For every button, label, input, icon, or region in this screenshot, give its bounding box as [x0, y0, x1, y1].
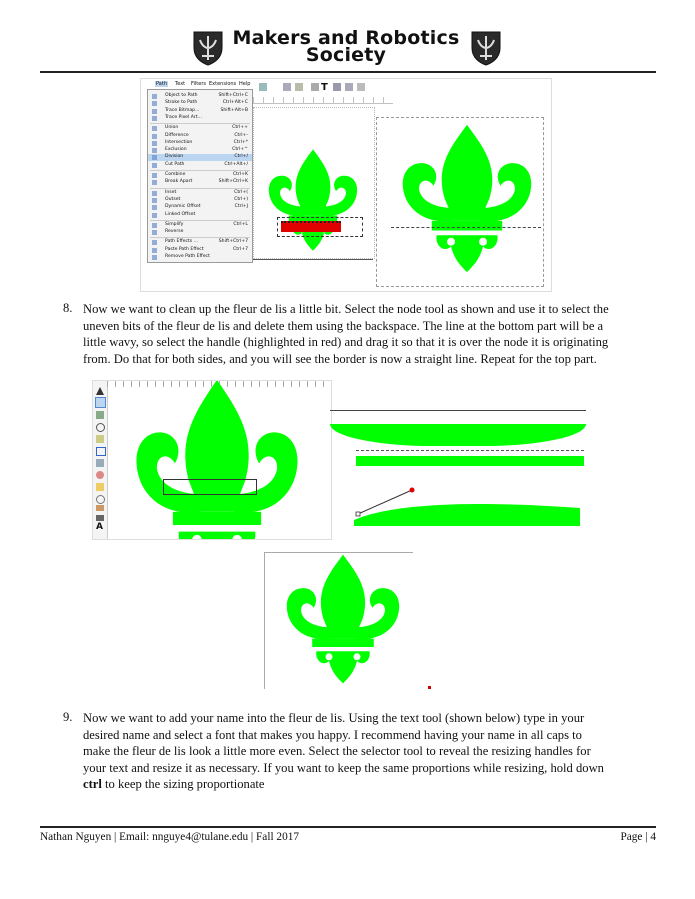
menu-item[interactable]	[148, 179, 252, 186]
menu-item-label: Dynamic Offset	[165, 204, 201, 210]
header-rule	[40, 71, 656, 73]
menu-item[interactable]	[148, 204, 252, 211]
ctrl-keyword: ctrl	[83, 777, 102, 792]
menu-item-label: Reverse	[165, 229, 184, 235]
menu-item-icon	[152, 101, 157, 106]
menu-item-shortcut: Ctrl+-	[234, 132, 248, 138]
menu-item[interactable]	[148, 140, 252, 147]
menu-item-icon	[152, 126, 157, 131]
node-tool-screenshot	[92, 380, 332, 540]
menu-item-icon	[152, 180, 157, 185]
menu-item-icon	[152, 148, 157, 153]
menu-item-label: Combine	[165, 172, 186, 177]
menu-item-shortcut: Shift+Ctrl+C	[218, 93, 248, 98]
footer-rule	[40, 826, 656, 828]
cleaned-fleur-screenshot	[264, 552, 413, 689]
robotics-logo-left-icon	[192, 30, 224, 66]
canvas-corner-marker	[428, 686, 431, 689]
menu-item-icon	[152, 155, 157, 160]
toolbar-icon[interactable]	[333, 83, 341, 91]
header	[0, 0, 695, 80]
menu-item-label: Difference	[165, 132, 189, 138]
band-top-shape	[330, 424, 586, 446]
menu-item-icon	[152, 116, 157, 121]
step-8-line: from. Do that for both sides, and you will see the border is now a straight line. Repeat for the top part.	[83, 351, 597, 366]
menu-item-shortcut: Ctrl++	[232, 125, 248, 131]
menu-item-icon	[152, 173, 157, 178]
menu-item-shortcut: Shift+Alt+B	[220, 107, 248, 113]
step-9-number: 9.	[63, 710, 73, 724]
menu-bar	[147, 81, 257, 89]
menu-item[interactable]	[148, 239, 252, 246]
menu-item-label: Remove Path Effect	[165, 254, 210, 259]
step-8-number: 8.	[63, 301, 73, 315]
fleur-de-lis-large	[387, 111, 547, 286]
menu-item-label: Intersection	[165, 139, 193, 145]
menu-item-shortcut: Ctrl+J	[234, 204, 248, 210]
wavy-band-with-handle	[350, 484, 586, 534]
menu-item-icon	[152, 223, 157, 228]
title-line-1: Makers and Robotics	[232, 27, 460, 49]
step-9-text	[83, 710, 663, 793]
selection-box	[277, 217, 363, 237]
step-9-line: make the fleur de lis look a little more even. Select the selector tool to reveal the resizing handles for	[83, 744, 591, 759]
menu-item[interactable]	[148, 115, 252, 122]
menu-item[interactable]	[148, 212, 252, 219]
title-line-2: Society	[305, 44, 387, 66]
text-tool-icon[interactable]: A	[96, 522, 103, 532]
menu-item-shortcut: Ctrl+Alt+C	[222, 100, 248, 106]
menu-item-label: Trace Bitmap...	[165, 107, 200, 113]
menu-item-label: Outset	[165, 196, 181, 202]
toolbar-icon[interactable]	[357, 83, 365, 91]
menu-item-shortcut: Ctrl+^	[232, 147, 248, 153]
robotics-logo-right-icon	[470, 30, 502, 66]
menu-item-label: Stroke to Path	[165, 100, 198, 106]
menu-item[interactable]	[148, 93, 252, 100]
menu-item-label: Object to Path	[165, 93, 198, 98]
toolbar	[253, 81, 433, 93]
menu-item[interactable]	[148, 247, 252, 254]
menu-item-label: Simplify	[165, 221, 184, 227]
menu-item-shortcut: Ctrl+K	[232, 172, 248, 177]
step-8-line: uneven bits of the fleur de lis and delete them using the backspace. The line at the bottom part will be a	[83, 318, 604, 333]
toolbar-icon[interactable]	[345, 83, 353, 91]
menu-item-shortcut: Ctrl+(	[234, 189, 248, 195]
menu-item[interactable]	[148, 125, 252, 132]
page-title	[226, 27, 466, 66]
toolbar-icon[interactable]	[295, 83, 303, 91]
menu-item-label: Trace Pixel Art...	[165, 114, 202, 120]
menu-item[interactable]	[148, 133, 252, 140]
menu-item-icon	[152, 109, 157, 114]
menu-item[interactable]	[148, 190, 252, 197]
menu-item-icon	[152, 213, 157, 218]
menu-item-shortcut: Ctrl+Alt+/	[224, 161, 248, 167]
menu-item-icon	[152, 248, 157, 253]
menu-item-icon	[152, 163, 157, 168]
menu-item-shortcut: Ctrl+/	[234, 154, 248, 160]
menu-item-icon	[152, 255, 157, 260]
menu-item-label: Union	[165, 125, 179, 131]
step-9-last-line	[83, 776, 663, 793]
menu-separator	[150, 220, 250, 221]
menu-item-label: Path Effects ...	[165, 239, 199, 245]
baseline	[253, 259, 373, 260]
menu-item-shortcut: Shift+Ctrl+K	[218, 179, 248, 185]
menu-separator	[150, 188, 250, 189]
band-closeup-screenshot	[330, 380, 586, 540]
step-8-line: Now we want to clean up the fleur de lis a little bit. Select the node tool as shown and use it to select the	[83, 302, 609, 316]
fleur-de-lis-selected	[258, 145, 368, 255]
selection-line	[391, 227, 541, 228]
menu-item[interactable]	[148, 254, 252, 261]
menu-separator	[150, 170, 250, 171]
footer-page-number: Page | 4	[620, 831, 656, 843]
menu-item[interactable]	[148, 222, 252, 229]
selection-box	[163, 479, 257, 495]
menu-path[interactable]: Path	[156, 81, 167, 87]
ruler	[253, 97, 393, 104]
footer-author: Nathan Nguyen | Email: nnguye4@tulane.edu | Fall 2017	[40, 831, 300, 843]
text-tool-icon[interactable]: T	[321, 82, 328, 93]
menu-item-shortcut: Ctrl+)	[234, 196, 248, 202]
step-9-line: desired name and select a font that makes you happy. I recommend having your name in all caps to	[83, 727, 582, 742]
menu-item-icon	[152, 205, 157, 210]
step-9-line: Now we want to add your name into the fleur de lis. Using the text tool (shown below) type in your	[83, 711, 585, 725]
menu-item[interactable]	[148, 172, 252, 179]
menu-item[interactable]	[148, 154, 252, 161]
menu-item-shortcut: Shift+Ctrl+7	[218, 239, 248, 245]
toolbar-icon[interactable]	[259, 83, 267, 91]
step-8-line: little wavy, so select the handle (highlighted in red) and drag it so that it is over the node it is originating	[83, 335, 609, 350]
menu-item-label: Division	[165, 154, 184, 160]
menu-item-icon	[152, 240, 157, 245]
menu-item-shortcut: Ctrl+7	[233, 246, 248, 252]
menu-item-label: Cut Path	[165, 161, 185, 167]
menu-item-label: Linked Offset	[165, 211, 196, 217]
toolbar-icon[interactable]	[283, 83, 291, 91]
band-dashed-line	[356, 450, 584, 451]
menu-item-label: Paste Path Effect	[165, 246, 204, 252]
menu-item-icon	[152, 141, 157, 146]
menu-item-icon	[152, 198, 157, 203]
menu-item[interactable]	[148, 197, 252, 204]
menu-item-label: Break Apart	[165, 179, 193, 185]
menu-item-icon	[152, 191, 157, 196]
toolbar-icon[interactable]	[311, 83, 319, 91]
menu-item-icon	[152, 134, 157, 139]
menu-item-label: Exclusion	[165, 147, 187, 153]
inkscape-path-menu-screenshot	[140, 78, 552, 292]
fleur-de-lis-zoomed	[99, 380, 332, 540]
menu-item-icon	[152, 94, 157, 99]
menu-filters[interactable]: Filters	[191, 81, 206, 87]
menu-extensions[interactable]: Extensions	[209, 81, 237, 87]
menu-item-icon	[152, 230, 157, 235]
band-strip	[356, 456, 584, 466]
fleur-de-lis-cleaned	[273, 552, 413, 689]
step-9-tail: to keep the sizing proportionate	[101, 777, 265, 792]
menu-item[interactable]	[148, 108, 252, 115]
path-dropdown-menu	[147, 89, 253, 263]
menu-help[interactable]: Help	[239, 81, 251, 87]
menu-item[interactable]	[148, 162, 252, 169]
band-line	[330, 410, 586, 411]
step-9-line: your text and resize it as necessary. If you want to keep the same proportions while resizing, hold down	[83, 760, 604, 775]
menu-item[interactable]	[148, 100, 252, 107]
menu-text[interactable]: Text	[175, 81, 186, 87]
step-8-text	[83, 301, 663, 367]
menu-item[interactable]	[148, 229, 252, 236]
menu-item-shortcut: Ctrl+*	[233, 139, 248, 145]
menu-item-shortcut: Ctrl+L	[233, 221, 248, 227]
menu-item-label: Inset	[165, 189, 177, 195]
